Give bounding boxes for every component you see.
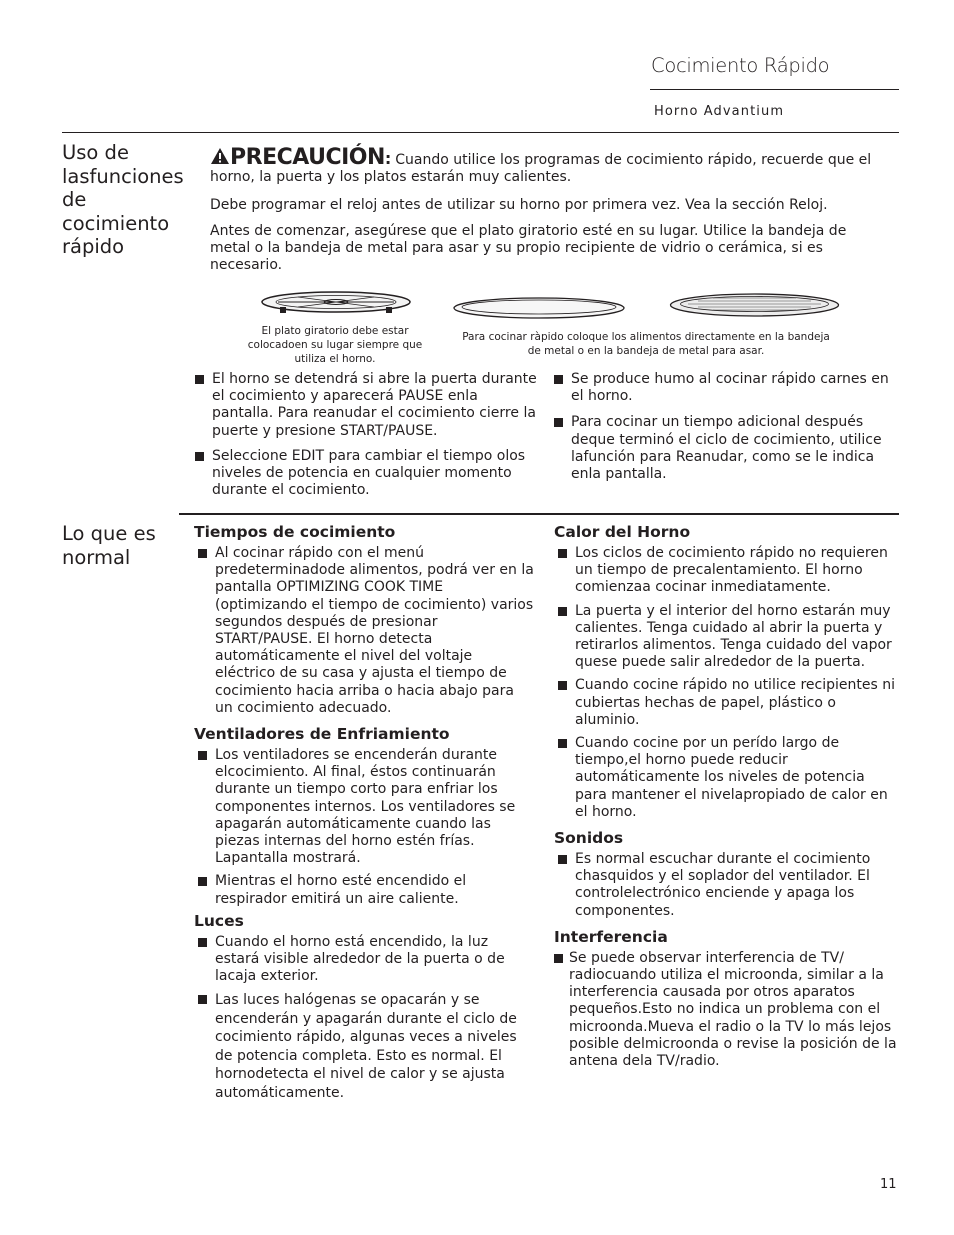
trays-caption: Para cocinar ràpido coloque los alimentos directamente en la bandeja de metal o en la bandeja de metal para asar. xyxy=(462,331,830,357)
sounds-list xyxy=(554,851,899,920)
list-item-text: Los ciclos de cocimiento rápido no requieren un tiempo de precalentamiento. El horno comienzaa cocinar inmediatamente. xyxy=(575,545,888,596)
heading-oven-heat: Calor del Horno xyxy=(554,523,691,541)
list-item xyxy=(554,851,899,920)
list-item-text: Se produce humo al cocinar rápido carnes en el horno. xyxy=(571,371,889,405)
caution-paragraph xyxy=(210,147,900,186)
usage-bullets-left xyxy=(195,371,540,499)
bullet-square-icon xyxy=(558,549,567,558)
list-item xyxy=(194,934,534,986)
lights-list xyxy=(194,934,534,1103)
interference-list xyxy=(554,950,899,1070)
caution-text: Cuando utilice los programas de cocimiento rápido, recuerde que el horno, la puerta y los platos estarán muy calientes. xyxy=(210,152,872,185)
cook-times-list xyxy=(194,545,534,717)
turntable-caption: El plato giratorio debe estar colocadoen su lugar siempre que utiliza el horno. xyxy=(247,325,423,365)
list-item xyxy=(554,950,899,1070)
list-item-text: Cuando el horno está encendido, la luz estará visible alrededor de la puerta o de lacaja exterior. xyxy=(215,933,505,985)
warning-icon xyxy=(210,147,230,165)
heading-lights: Luces xyxy=(194,911,244,930)
caution-label: PRECAUCIÓN xyxy=(230,145,385,170)
list-item xyxy=(554,677,899,729)
bullet-square-icon xyxy=(195,375,204,384)
section-title-normal: Lo que es normal xyxy=(62,522,156,569)
list-item-text: La puerta y el interior del horno estarán muy calientes. Tenga cuidado al abrir la puerta y retirarlos alimentos. Tenga cuidado del vapor quese puede salir alrededor de la puerta. xyxy=(575,602,892,671)
list-item xyxy=(195,371,540,440)
list-item xyxy=(194,991,534,1102)
list-item xyxy=(554,371,899,405)
usage-bullets-right xyxy=(554,371,899,483)
page-header-subtitle: Horno Advantium xyxy=(654,104,785,119)
list-item xyxy=(554,603,899,672)
list-item xyxy=(554,735,899,821)
section-divider-top xyxy=(62,132,899,133)
heading-interference: Interferencia xyxy=(554,927,668,946)
bullet-square-icon xyxy=(558,739,567,748)
list-item-text: Mientras el horno esté encendido el respirador emitirá un aire caliente. xyxy=(215,873,467,907)
turntable-illustration xyxy=(258,288,414,318)
list-item-text: Las luces halógenas se opacarán y se encenderán y apagarán durante el ciclo de cocimiento rápido, algunas veces a niveles de potencia completa. Esto es normal. El hornodetecta el nivel de calor y se ajusta automáticamente. xyxy=(215,992,517,1101)
list-item-text: El horno se detendrá si abre la puerta durante el cocimiento y aparecerá PAUSE enla pantalla. Para reanudar el cocimiento cierre la puerte y presione START/PAUSE. xyxy=(212,371,537,439)
bullet-square-icon xyxy=(558,681,567,690)
bullet-square-icon xyxy=(554,418,563,427)
broil-tray-illustration xyxy=(668,292,841,318)
list-item xyxy=(554,545,899,597)
bullet-square-icon xyxy=(554,954,563,963)
page-header-title: Cocimiento Rápido xyxy=(651,54,830,77)
list-item-text: Los ventiladores se encenderán durante elcocimiento. Al final, éstos continuarán durante un tiempo corto para enfriar los componentes internos. Los ventiladores se apagarán automáticamente cuando las piezas internas del horno estén frías. Lapantalla mostrará. xyxy=(215,747,516,867)
section-title-usage: Uso de lasfunciones de cocimiento rápido xyxy=(62,141,184,258)
list-item-text: Seleccione EDIT para cambiar el tiempo olos niveles de potencia en cualquier momento durante el cocimiento. xyxy=(212,447,526,499)
section-divider-middle xyxy=(179,513,899,515)
cooling-fans-list xyxy=(194,747,534,908)
normal-left-column xyxy=(194,523,534,1102)
heading-cooling-fans: Ventiladores de Enfriamiento xyxy=(194,725,450,744)
list-item-text: Cuando cocine por un perído largo de tiempo,el horno puede reducir automáticamente los niveles de potencia para mantener el nivelapropiado de calor en el horno. xyxy=(575,735,888,820)
list-item xyxy=(194,873,534,907)
bullet-square-icon xyxy=(198,877,207,886)
oven-heat-list xyxy=(554,545,899,821)
bullet-square-icon xyxy=(198,751,207,760)
header-divider xyxy=(650,89,899,90)
metal-tray-illustration xyxy=(452,296,626,320)
caution-colon: : xyxy=(384,149,391,168)
bullet-square-icon xyxy=(198,938,207,947)
page-number: 11 xyxy=(880,1177,897,1192)
clock-paragraph: Debe programar el reloj antes de utilizar su horno por primera vez. Vea la sección Reloj. xyxy=(210,197,828,213)
normal-right-column xyxy=(554,523,899,1070)
list-item xyxy=(194,545,534,717)
bullet-square-icon xyxy=(558,607,567,616)
bullet-square-icon xyxy=(198,549,207,558)
bullet-square-icon xyxy=(554,375,563,384)
heading-cook-times: Tiempos de cocimiento xyxy=(194,523,396,541)
list-item-text: Al cocinar rápido con el menú predeterminadode alimentos, podrá ver en la pantalla OPTIMIZING COOK TIME (optimizando el tiempo de cocimiento) varios segundos después de presionar START/PAUSE. El horno detecta automáticamente el nivel del voltaje eléctrico de su casa y ajusta el tiempo de cocimiento hacia arriba o hacia abajo para un cocimiento adecuado. xyxy=(215,545,534,716)
list-item-text: Es normal escuchar durante el cocimiento chasquidos y el soplador del ventilador. El controlelectrónico enciende y apaga los componentes. xyxy=(575,851,871,919)
list-item-text: Para cocinar un tiempo adicional después deque terminó el ciclo de cocimiento, utilice lafunción para Reanudar, como se le indica enla pantalla. xyxy=(571,414,882,483)
bullet-square-icon xyxy=(558,855,567,864)
list-item xyxy=(195,448,540,500)
list-item-text: Se puede observar interferencia de TV/ radiocuando utiliza el microonda, similar a la interferencia causada por otros aparatos pequeños.Esto no indica un problema con el microonda.Mueva el radio o la TV lo más lejos posible delmicroonda o revise la posición de la antena dela TV/radio. xyxy=(569,949,897,1070)
bullet-square-icon xyxy=(198,995,207,1004)
bullet-square-icon xyxy=(195,452,204,461)
list-item xyxy=(554,414,899,483)
turntable-paragraph: Antes de comenzar, asegúrese que el plato giratorio esté en su lugar. Utilice la bandeja de metal o la bandeja de metal para asar y su propio recipiente de vidrio o cerámica, si es necesario. xyxy=(210,223,847,273)
heading-sounds: Sonidos xyxy=(554,829,624,848)
list-item-text: Cuando cocine rápido no utilice recipientes ni cubiertas hechas de papel, plástico o aluminio. xyxy=(575,677,896,728)
list-item xyxy=(194,747,534,867)
